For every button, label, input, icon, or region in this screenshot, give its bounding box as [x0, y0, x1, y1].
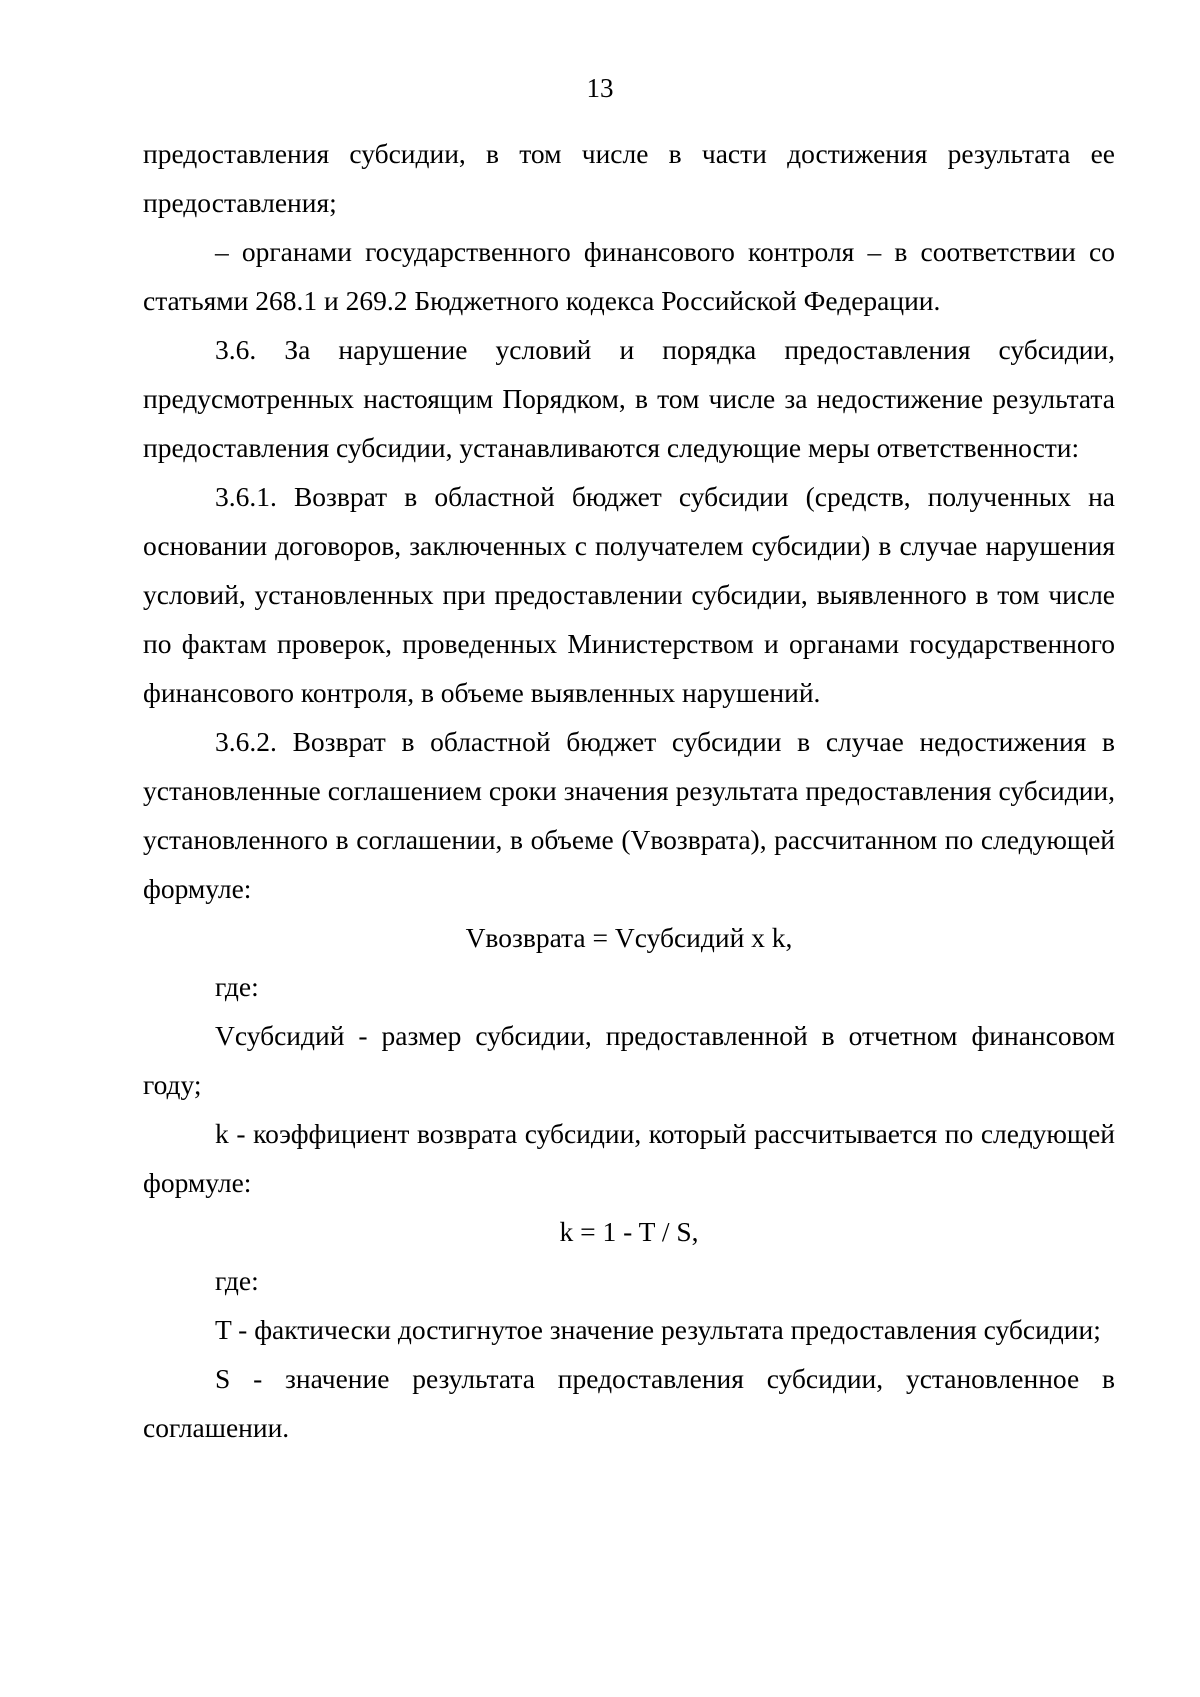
- paragraph-3-6: 3.6. За нарушение условий и порядка предоставления субсидии, предусмотренных настоящим Порядком, в том числе за недостижение результата предоставления субсидии, устанавливаются следующие меры ответственности:: [143, 334, 1115, 463]
- paragraph-control-bodies: – органами государственного финансового контроля – в соответствии со статьями 268.1 и 269.2 Бюджетного кодекса Российской Федерации.: [143, 236, 1115, 316]
- definition-k: k - коэффициент возврата субсидии, который рассчитывается по следующей формуле:: [143, 1118, 1115, 1198]
- page-number: 13: [586, 73, 614, 103]
- document-body: [143, 129, 1115, 1452]
- definition-v-subsidies: Vсубсидий - размер субсидии, предоставленной в отчетном финансовом году;: [143, 1020, 1115, 1100]
- paragraph-3-6-2: 3.6.2. Возврат в областной бюджет субсидии в случае недостижения в установленные соглашением сроки значения результата предоставления субсидии, установленного в соглашении, в объеме (Vвозврата), рассчитанном по следующей формуле:: [143, 726, 1115, 904]
- paragraph-3-6-1: 3.6.1. Возврат в областной бюджет субсидии (средств, полученных на основании договоров, заключенных с получателем субсидии) в случае нарушения условий, установленных при предоставлении субсидии, выявленного в том числе по фактам проверок, проведенных Министерством и органами государственного финансового контроля, в объеме выявленных нарушений.: [143, 481, 1115, 708]
- definition-s: S - значение результата предоставления субсидии, установленное в соглашении.: [143, 1363, 1115, 1443]
- where-label-1: где:: [215, 971, 259, 1002]
- formula-k: k = 1 - T / S,: [559, 1216, 699, 1247]
- where-label-2: где:: [215, 1265, 259, 1296]
- paragraph-continuation: предоставления субсидии, в том числе в части достижения результата ее предоставления;: [143, 138, 1115, 218]
- formula-return-volume: Vвозврата = Vсубсидий x k,: [465, 922, 793, 953]
- definition-t: T - фактически достигнутое значение результата предоставления субсидии;: [215, 1314, 1101, 1345]
